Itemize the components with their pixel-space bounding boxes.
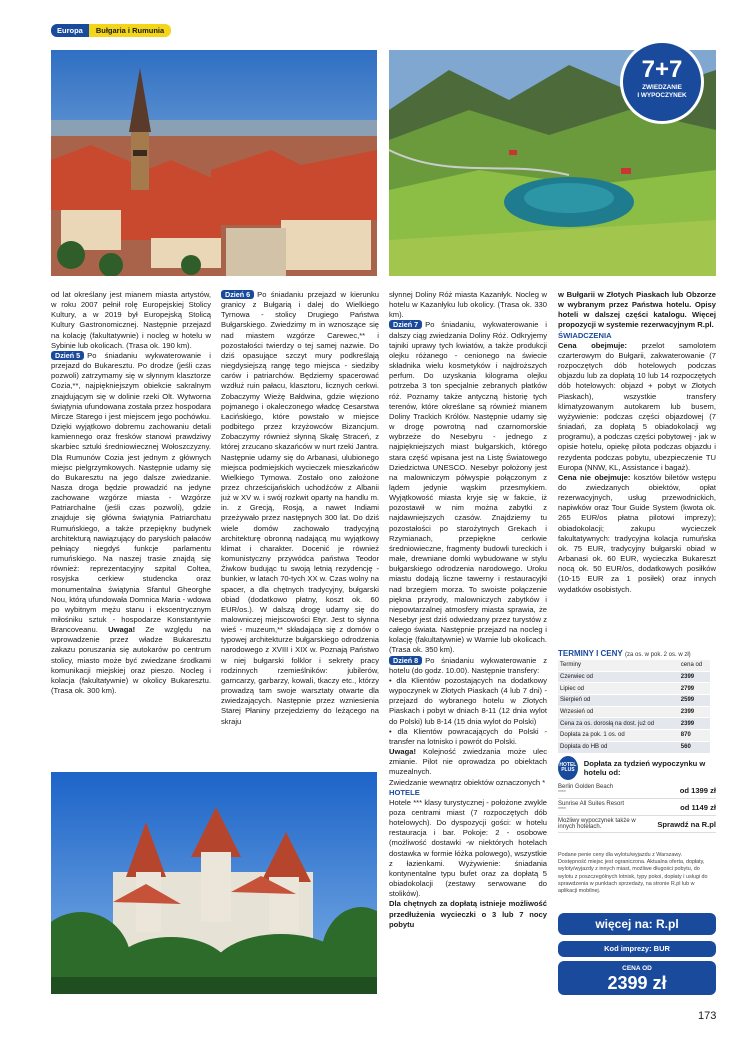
photo-bran-castle — [51, 772, 377, 994]
row-label: Czerwiec od — [558, 671, 679, 683]
day-6-continued: słynnej Doliny Róż miasta Kazanłyk. Nocleg w hotelu w Kazanłyku lub okolicy. (Trasa ok. 330 km). — [389, 290, 547, 320]
more-info-button[interactable]: więcej na: R.pl — [558, 913, 716, 935]
badge-big-text: 7+7 — [641, 56, 683, 83]
day-7-label: Dzień 7 — [389, 320, 422, 329]
countries-label: Bułgaria i Rumunia — [89, 24, 171, 37]
services-heading: ŚWIADCZENIA — [558, 330, 612, 340]
row-label: Lipiec od — [558, 683, 679, 695]
row-label: Dopłata za pok. 1 os. od — [558, 730, 679, 742]
price-from-label: CENA OD — [622, 965, 652, 972]
day-5-text: Po śniadaniu wykwaterowanie i przejazd do Bukaresztu. Po drodze (jeśli czas pozwoli) zatrzymamy się w słynnym klasztorze Cozia,**, najpiękniejszym obiekcie sakralnym znajdującym się w dolinie rzeki Olt. Wytworna świątynia ufundowana została przez hospodara Mircze Starego i jest miejscem jego pochówku. Dzięki wyjątkowo dobremu zachowaniu detali kamiennego oraz fresków stanowi prawdziwy skarbiec sztuki średniowiecznej Wołoszczyzny. Dla Rumunów Cozia jest jednym z głównych miejsc pielgrzymkowych. Następnie udamy się do Bukaresztu na jego dalsze zwiedzanie. Nasza droga będzie prowadzić na jedyne zachowane wzgórze miasta - Wzgórze Patriarchalne (jeśli czas pozwoli), gdzie znajduje się główna świątynia Patriarchatu Rumuńskiego, a także przepiękny budynek architekturą nawiązujący do paryskich pałaców pełniący niegdyś funkcje parlamentu rumuńskiego. Na naszej trasie znajdą się również: reprezentacyjny szpital Coltea, rosyjska cerkiew studencka oraz monumentalna świątynia Sfantul Gheorghe Nou, którą ufundowała Domnica Maria - wdowa po wybitnym mężu stanu i ekscentrycznym miłośniku sztuk - hospodarze Konstantynie Brancoveanu. — [51, 350, 211, 635]
day8-warning-label: Uwaga! — [389, 747, 417, 757]
day-8-label: Dzień 8 — [389, 656, 422, 665]
intro-paragraph: od lat określany jest mianem miasta artystów, w roku 2007 pełnił rolę Europejskiej Stolicy Kultury, a w 2019 był Europejską Stolicą Kultury Gastronomicznej. Następnie przejazd na kolację (fakultatywnie) i nocleg w hotelu w Sybinie lub okolicach. (Trasa ok. 190 km). — [51, 290, 211, 350]
price-includes-label: Cena obejmuje: — [558, 340, 627, 350]
hotel-name: Berlin Golden Beach — [558, 784, 614, 790]
prices-title-note: (za os. w pok. 2 os. w zł) — [624, 652, 691, 658]
row-value: 2399 — [679, 671, 710, 683]
transfer-1: • dla Klientów pozostających na dodatkowy wypoczynek w Złotych Piaskach (4 lub 7 dni) - przejazd do wybranego hotelu w Złotych Piaskach i pobyt w dniach 8-11 (12 dnia wylot do Polski) lub 8-14 (15 dnia wylot do Polski) — [389, 675, 547, 726]
table-row — [558, 741, 710, 753]
hotel-plus-icon — [558, 756, 578, 780]
extension-text: Dla chętnych za dopłatą istnieje możliwość przedłużenia wycieczki o 3 lub 7 nocy pobytu — [389, 899, 547, 929]
row-label: Cena za os. dorosłą na dost. już od — [558, 718, 679, 730]
warning-label: Uwaga! — [108, 625, 136, 635]
hotel-name: Możliwy wypoczynek także w innych hotelach. — [558, 818, 636, 830]
tour-code-badge: Kod imprezy: BUR — [558, 941, 716, 957]
row-label: Dopłata do HB od — [558, 741, 679, 753]
day-7-text: Po śniadaniu, wykwaterowanie i dalszy ciąg zwiedzania Doliny Róż. Odkryjemy tajniki uprawy tych kwiatów, a także produkcji olejku różanego - cenionego na świecie składnika wielu kosmetyków i najdroższych perfum. Do uzyskania kilograma olejku potrzeba 3 ton specjalnie zebranych płatków róż. Poznamy także antyczną historię tych terenów, które określane są również mianem Doliny Trackich Królów. Następnie udamy się w drogę powrotną nad czarnomorskie wybrzeże do Nesebyru - jednego z najpiękniejszych miast bułgarskich, którego stara część wpisana jest na Listę Światowego Dziedzictwa UNESCO. Nesebyr położony jest na malowniczym półwyspie połączonym z lądem jedynie wąskim przesmykiem. Wyjątkowość miasta kryje się w fakcie, iż pozostawił w nim można zabytki z najdawniejszych czasów. Znajdziemy tu pozostałości po starożytnych Grekach i Rzymianach, przepiękne cerkwie średniowieczne, fragmenty budowli tureckich i małe, drewniane domki wybudowane w stylu bułgarskiego odrodzenia narodowego. Uroku miastu dodają liczne tawerny i restauracyjki nad brzegiem morza. To swoiste połączenie piękna przyrody, malowniczych zabytków i niepowtarzalnej atmosfery miasta sprawia, że Nesebyr jest dziś odwiedzany przez turystów z całego świata. Następnie przejazd na nocleg i kolację (fakultatywnie) w Warnie lub okolicach. (Trasa ok. 350 km). — [389, 320, 547, 655]
prices-title — [558, 649, 710, 658]
hotel-plus-box — [558, 754, 716, 833]
prices-title-text: TERMINY I CENY — [558, 649, 623, 658]
table-row — [558, 695, 710, 707]
table-row — [558, 660, 710, 671]
badge-line-2: I WYPOCZYNEK — [637, 92, 687, 99]
text-column-4 — [558, 290, 716, 595]
photo-sibiu-old-town — [51, 50, 377, 276]
badge-line-1: ZWIEDZANIE — [642, 84, 682, 91]
dates-and-prices — [558, 649, 710, 754]
text-column-3 — [389, 290, 547, 930]
inner-visit-note: Zwiedzanie wewnątrz obiektów oznaczonych * — [389, 777, 546, 787]
hotel-plus-heading: Dopłata za tydzień wypoczynku w hotelu od: — [583, 759, 706, 777]
hotel-price: Sprawdź na R.pl — [657, 819, 716, 829]
row-value: cena od — [679, 660, 710, 671]
page-number: 173 — [698, 1010, 717, 1022]
row-value: 870 — [679, 730, 710, 742]
hotel-stars: **** — [558, 807, 566, 813]
price-excludes-text: kosztów biletów wstępu do zwiedzanych obiektów, opłat rezerwacyjnych, usług przewodnickich, napiwków oraz Tour Guide System (kwota ok. 265 EUR/os płatna pilotowi imprezy); obiadokolacji; zakupu wycieczek fakultatywnych: tradycyjna kolacja rumuńska ok. 75 EUR, tradycyjny bułgarski obiad w Arbanasi ok. 60 EUR, wycieczka Bukareszt nocą ok. 50 EUR/os, dodatkowych posiłków (10-15 EUR za 1 posiłek) oraz innych wydatków osobistych. — [558, 472, 716, 594]
hotel-price: od 1399 zł — [679, 785, 716, 795]
hotel-row[interactable] — [558, 799, 716, 816]
price-includes-text: przelot samolotem czarterowym do Bułgarii, zakwaterowanie (7 rozpoczętych dób hotelowych podczas objazdu lub za dopłatą 10 lub 14 rozpoczętych dób hotelowych: objazd + pobyt w Złotych Piaskach), wszystkie transfery klimatyzowanym autokarem lub busem, wyżywienie: podczas części objazdowej (7 śniadań, za dopłatą 5 obiadokolacji wg programu), a podczas części pobytowej - jak w opisie hotelu, opiekę pilota podczas objazdu i rezydenta podczas pobytu, ubezpieczenie TU Europa (NNW, KL, Assistance i bagaż). — [558, 340, 716, 472]
day-6-text: Po śniadaniu przejazd w kierunku granicy z Bułgarią i dalej do Wielkiego Tyrnowa - stolicy Drugiego Państwa Bułgarskiego. Zwiedzimy m in wznoszące się nad miastem wzgórze Carewec,** i pozostałości twierdzy o tej samej nazwie. Do dziś opasujące szczyt mury podkreślają niegdysiejszą rangę tego miejsca - siedziby carów i patriarchów. Będziemy spacerować wzdłuż ruin pałacu, klasztoru, licznych cerkwi. Zobaczymy Wieżę Bałdwina, gdzie więziono pojmanego i okaleczonego władcę Cesarstwa Łacińskiego, które powstało w miejsce podbitego przez krzyżowców Bizancjum. Zobaczymy również słynną Skałę Straceń, z której zrzucano skazańców w nurt rzeki Jantra. Następnie udamy się do Arbanasi, ulubionego miejsca podmiejskich wycieczek mieszkańców Wielkiego Tyrnowa. Zostało ono założone przez chrześcijańskich uchodźców z Albanii już w XV w. i swój rozkwit oparty na handlu m. in. z Grecją, Rosją, a nawet Indiami przeżywało przez następnych 300 lat. Do dziś wiele domów zachowało tradycyjną architekturę obronną nadającą mu wyjątkowy klimat i charakter. Docenić je również komunistyczny przywódca państwa Teodor Żiwkow budując tu swoją letnią rezydencję - bunkier, w latach 70-tych XX w. Czas wolny na spacer, a dla chętnych tradycyjny, bułgarski obiad (dodatkowo płatny, koszt ok. 60 EUR/os.). W dalszą drogę udamy się do malowniczej miejscowości Etyr. Jest to słynna wieś - muzeum,** składająca się z domów o typowej architekturze bułgarskiego odrodzenia narodowego z XVIII i XIX w. Poznają Państwo w niej bułgarski folklor i sekrety pracy rodzinnych rzemieślników: jubilerów, garncarzy, garbarzy, kowali, tkaczy etc., którzy prowadzą tam swoje warsztaty otwarte dla zwiedzających. Następnie przez wzniesienia Starej Płaniny przejedziemy do leżącego na skraju — [221, 290, 379, 726]
warning-text: Ze względu na wprowadzenie przez władze Bukaresztu zakazu poruszania się autokarów po centrum stolicy, miasto może być zwiedzane środkami komunikacji miejskiej oraz pieszo. Nocleg i kolacja (fakultatywnie) w okolicy Bukaresztu. (Trasa ok. 300 km). — [51, 625, 211, 696]
price-from-value: 2399 zł — [607, 973, 667, 993]
table-row — [558, 718, 710, 730]
row-value: 2399 — [679, 718, 710, 730]
hotel-name: Sunrise All Suites Resort — [558, 801, 625, 807]
hotel-row[interactable] — [558, 816, 716, 833]
day-5-label: Dzień 5 — [51, 351, 84, 360]
hotel-plus-header — [558, 754, 716, 782]
hotel-plus-icon-line-1: HOTEL — [559, 761, 577, 768]
day-6-label: Dzień 6 — [221, 290, 254, 299]
row-label: Terminy — [558, 660, 679, 671]
row-label: Wrzesień od — [558, 706, 679, 718]
extension-continued: w Bułgarii w Złotych Piaskach lub Obzorze w wybranym przez Państwa hotelu. Opisy hoteli w dalszej części katalogu. Więcej propozycji w systemie rezerwacyjnym R.pl. — [558, 290, 716, 330]
row-value: 2399 — [679, 706, 710, 718]
tour-type-badge — [620, 40, 704, 124]
row-value: 560 — [679, 741, 710, 753]
text-column-1 — [51, 290, 211, 696]
transfer-2: • dla Klientów powracających do Polski - transfer na lotnisko i powrót do Polski. — [389, 726, 547, 746]
row-label: Sierpień od — [558, 695, 679, 707]
day-8-text: Po śniadaniu wykwaterowanie z hotelu (do godz. 10.00). Następnie transfery: — [389, 655, 547, 675]
table-row — [558, 683, 710, 695]
hotel-plus-icon-line-2: PLUS — [561, 767, 575, 773]
table-row — [558, 706, 710, 718]
hotel-stars: **** — [558, 790, 566, 796]
section-tag — [51, 23, 171, 37]
table-row — [558, 671, 710, 683]
text-column-2 — [221, 290, 379, 727]
hotels-heading: HOTELE — [389, 787, 420, 797]
prices-table — [558, 660, 710, 754]
disclaimer-note: Podane penie ceny dla wylotu/wyjazdu z Warszawy. Dostępność miejsc jest ograniczona. Aktualna oferta, dopłaty, wyloty/wyjazdy z innych miast, możliwe długości pobytu, do wylotu z poszczególnych lotnisk, typy pokoi, dopłaty i usługi do sprawdzenia w punktach sprzedaży, na stronie R.pl lub w aplikacji mobilnej. — [558, 852, 708, 895]
row-value: 2599 — [679, 695, 710, 707]
table-row — [558, 730, 710, 742]
region-label: Europa — [51, 24, 89, 37]
price-excludes-label: Cena nie obejmuje: — [558, 472, 631, 482]
price-from-box[interactable] — [558, 961, 716, 995]
day8-warning-text: Kolejność zwiedzania może ulec zmianie. Pilot nie oprowadza po obiektach muzealnych. — [389, 747, 547, 777]
hotels-text: Hotele *** klasy turystycznej - położone zwykle poza centrami miast (7 rozpoczętych dób hotelowych). Do dyspozycji gości: w hotelu restauracja i bar. Pokoje: 2 - osobowe (możliwość dostawki -w niektórych hotelach dostawka w formie łóżka polowego), wszystkie z łazienkami. Wyżywienie: śniadania kontynentalne typu bufet oraz za dopłatą 5 obiadokolacji (zestawy serwowane do stolików). — [389, 797, 547, 899]
hotel-row[interactable] — [558, 782, 716, 799]
hotel-price: od 1149 zł — [680, 802, 716, 812]
row-value: 2799 — [679, 683, 710, 695]
